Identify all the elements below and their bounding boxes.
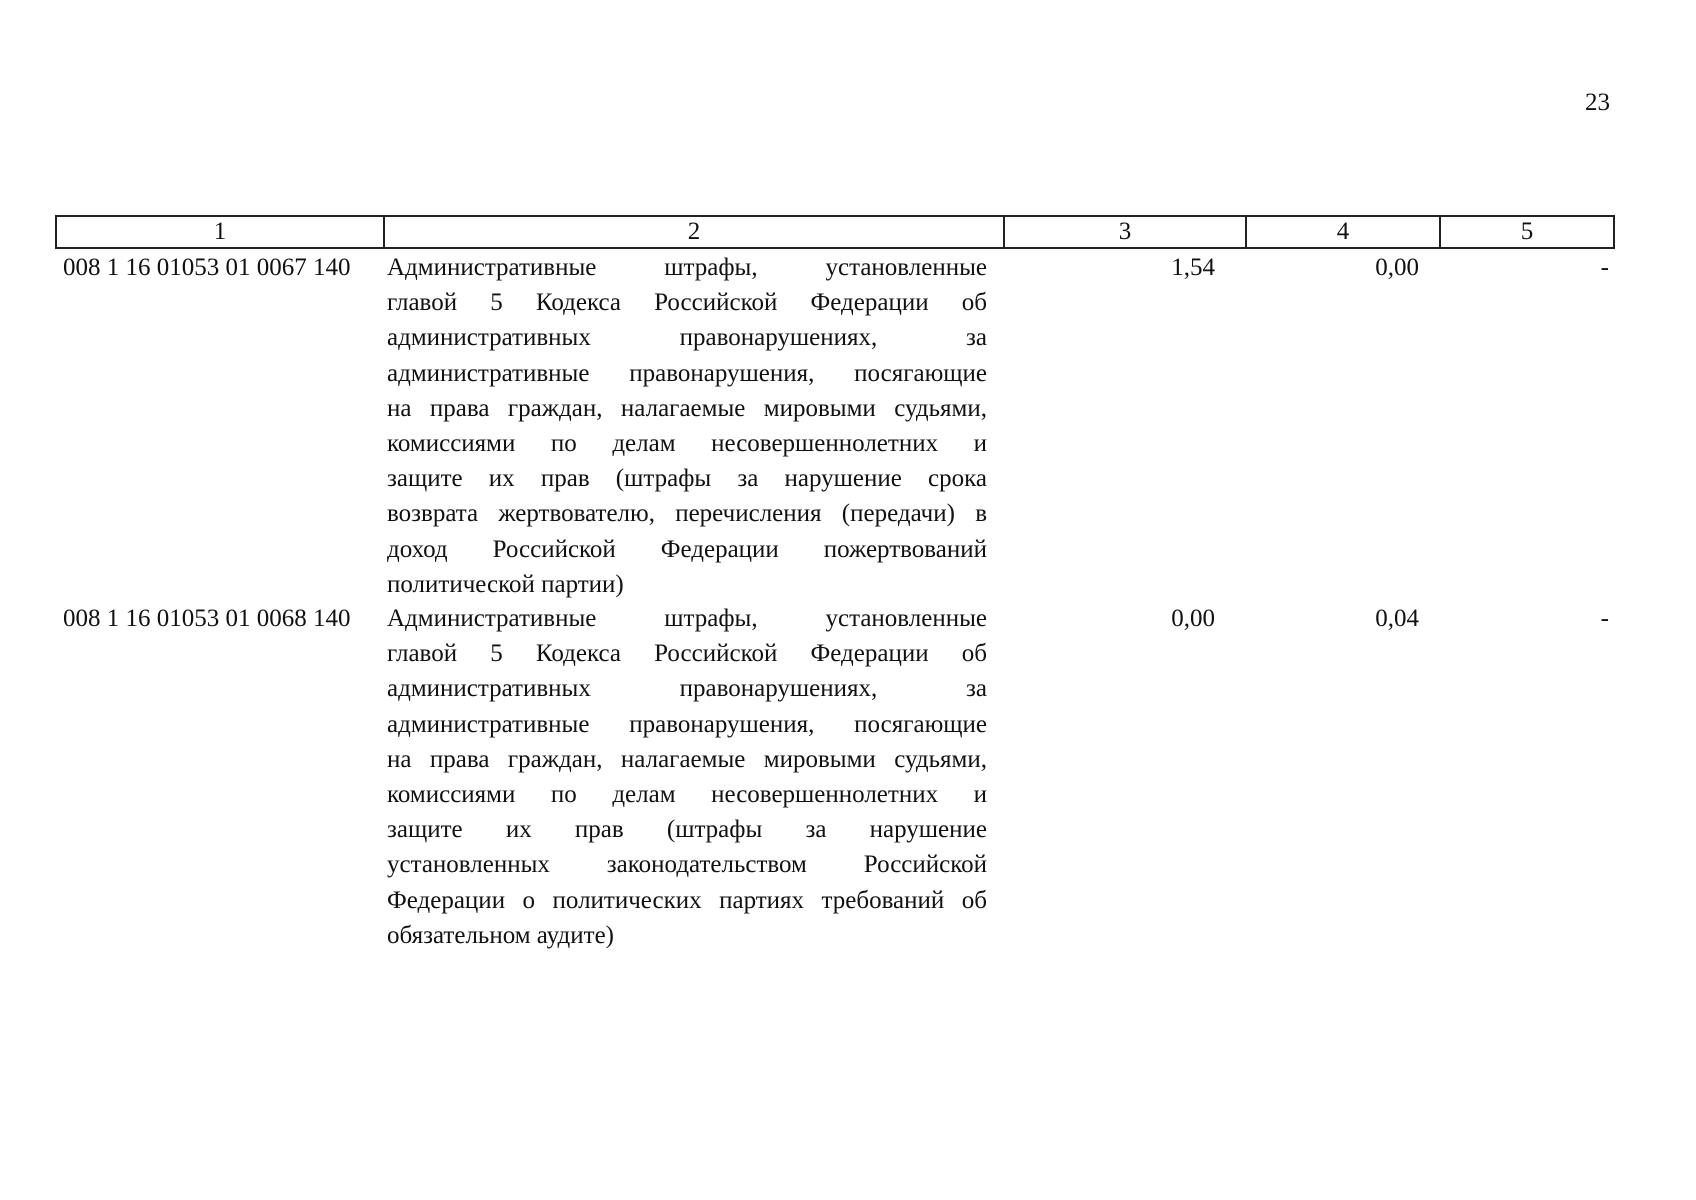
description-line: защите их прав (штрафы за нарушение [387,816,987,844]
description-line: главой 5 Кодекса Российской Федерации об [387,289,987,317]
row-value-col5: - [1600,605,1609,632]
row-value-col3: 0,00 [1171,605,1215,632]
table-row [55,601,1615,953]
description-line: Административные штрафы, установленные [387,254,987,281]
table-row [55,250,1615,602]
description-line: на права граждан, налагаемые мировыми судьями, [387,745,987,773]
description-line: установленных законодательством Российской [387,851,987,879]
row-code: 008 1 16 01053 01 0067 140 [63,254,351,281]
column-header-2: 2 [385,217,1005,247]
description-line: административных правонарушениях, за [387,324,987,352]
row-description [383,601,1003,953]
description-line: главой 5 Кодекса Российской Федерации об [387,640,987,668]
table-header-row [55,215,1615,249]
description-line: административных правонарушениях, за [387,675,987,703]
description-line: административные правонарушения, посягающие [387,710,987,738]
column-header-1: 1 [57,217,385,247]
description-line: на права граждан, налагаемые мировыми судьями, [387,394,987,422]
description-line: административные правонарушения, посягающие [387,359,987,387]
row-value-col5: - [1600,254,1609,281]
description-line: Федерации о политических партиях требований об [387,886,987,914]
column-header-3: 3 [1005,217,1247,247]
row-value-col4: 0,00 [1375,254,1419,281]
description-line: доход Российской Федерации пожертвований [387,535,987,563]
column-header-4: 4 [1247,217,1441,247]
description-line: обязательном аудите) [387,921,614,949]
row-description [383,250,1003,602]
page-number: 23 [1585,89,1610,116]
description-line: возврата жертвователю, перечисления (передачи) в [387,500,987,528]
description-line: комиссиями по делам несовершеннолетних и [387,430,987,458]
description-line: защите их прав (штрафы за нарушение срока [387,465,987,493]
description-line: политической партии) [387,570,624,598]
column-header-5: 5 [1520,218,1534,245]
row-code: 008 1 16 01053 01 0068 140 [63,605,351,632]
row-value-col3: 1,54 [1171,254,1215,281]
row-value-col4: 0,04 [1375,605,1419,632]
description-line: комиссиями по делам несовершеннолетних и [387,781,987,809]
description-line: Административные штрафы, установленные [387,605,987,632]
